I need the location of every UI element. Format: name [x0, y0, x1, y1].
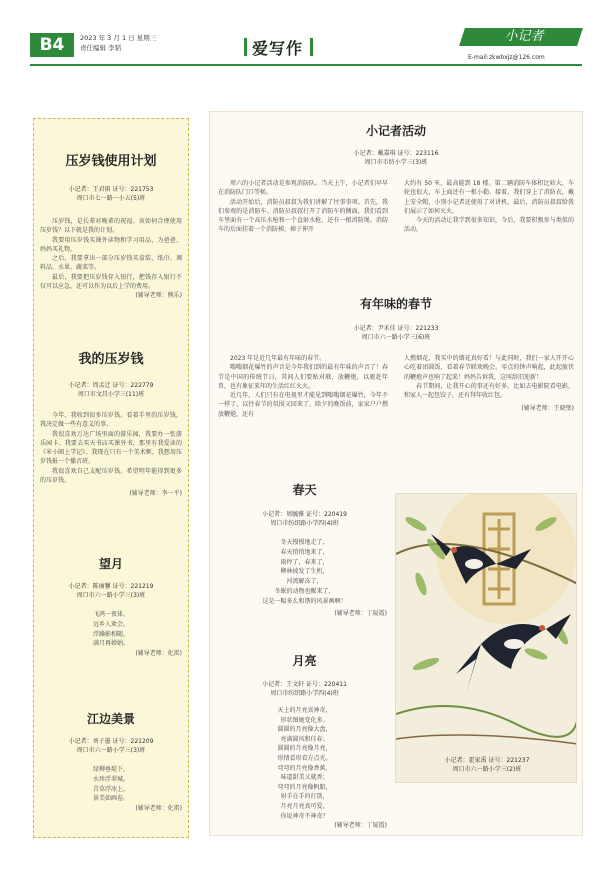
article-byline: 小记者：尹禾佳 证号：221233: [353, 325, 439, 332]
painting-school: 周口市六一路小学三(2)班: [452, 766, 522, 773]
article-title: 小记者活动: [365, 124, 426, 138]
article-paragraph: 我很喜欢自己支配压岁钱。希望明年能得到更多的压岁钱。: [40, 467, 182, 485]
page-number-badge: B4: [30, 33, 74, 57]
article-tutor: (辅导老师：李一平): [129, 490, 182, 498]
poem-line: 春天悄悄地来了，: [280, 548, 329, 556]
article-paragraph: 周六的小记者活动是参观消防队。当天上午，小记者们早早在消防队门口等候。: [218, 180, 388, 197]
article-paragraph: 我很喜欢万达广场里面的游乐园，我要办一张游乐园卡。我要去买天书店买课外书，那里有我爱读的《米小圈上学记》。我现在只有一个美术框，我想用压岁钱报一个播音班。: [40, 430, 182, 466]
article-school: 周口市七一路一小五(5)班: [76, 195, 146, 202]
article-tutor: (辅导老师：王晓璧): [521, 405, 574, 413]
article-columns: [218, 179, 574, 235]
poem-line: 雨停了，春来了，: [280, 558, 329, 566]
poem-line: 远乡人欢会。: [92, 620, 129, 628]
poem-tutor: (辅导老师：丁厦霞): [334, 822, 387, 830]
article-title: 我的压岁钱: [78, 352, 144, 367]
poem-tutor: (辅导老师：化雷): [135, 805, 182, 813]
article-column-right: [404, 179, 574, 235]
page-header: [0, 0, 600, 70]
article-column-right: [404, 354, 574, 419]
poem-title: 江边美景: [86, 712, 135, 726]
poem-line: 弯弯的月亮像帆船，: [277, 783, 332, 791]
article-school: 周口市文昌小学三(11)班: [77, 391, 145, 398]
poem-line: 射手在手的打箭，: [280, 793, 329, 801]
poem-line: 月亮月亮真可爱，: [280, 802, 329, 810]
header-editor: 责任编辑 李韬: [80, 44, 122, 52]
poem-line: 味道甜美又就香；: [280, 774, 329, 782]
poem-line: 形状图她变化多。: [280, 716, 329, 724]
poem-byline: 小记者：王文轩 证号：220411: [262, 681, 347, 688]
poem-line: 圆圆的月亮像月亮，: [277, 745, 332, 753]
article-school: 周口市市纺小学三(3)班: [364, 159, 428, 166]
article-paragraph: 大约有 50 米，最高能到 18 楼。第二辆消防车体积比较大，车轮也很大，车上面还有一根小勒。接着，我们穿上了消防衣，戴上安全帽，小别小记者还使用了对讲机。最后，消防员叔叔给我们展示了如何灭火。: [404, 180, 574, 215]
article-column-left: [218, 179, 388, 235]
header-meta: [80, 33, 156, 53]
article-paragraph: 之后，我要拿出一部分压岁钱买盒装、纸巾、调料品、水果、蔬菜等。: [40, 255, 182, 272]
poem-school: 周口市纺织路小学四(4)班: [270, 520, 339, 527]
poem-line: 亮满圆风和佳春；: [280, 735, 329, 743]
poem-line: 冬天慢慢地走了，: [280, 539, 329, 546]
poem-tutor: (辅导老师：化雷): [135, 650, 182, 658]
poem-school: 周口市六一路小学三(3)班: [76, 747, 146, 754]
poem-line: 飞鸿一夜体，: [92, 611, 129, 618]
article-paragraph: 嗡嗡烟花爆竹的声音是今年我们到的最有年味的声音了！春节是中国的传统节日，其间人们要贴对联、放鞭炮，以驱赶年兽，也有象征来年的生活红红火火。: [218, 364, 388, 390]
article-byline: 小记者：周孟迁 证号：222779: [68, 382, 154, 389]
article-paragraph: 今天的活动让我学到很多知识，今后，我要积极参与类似的活动。: [404, 217, 574, 234]
article-byline: 小记者：戴嘉琪 证号：223116: [353, 150, 439, 157]
article-lucky-money-plan: [40, 150, 182, 300]
article-paragraph: 压岁钱，是长辈对晚辈的祝福。该如何合理使用压岁钱？以下就是我的计划。: [40, 218, 182, 235]
poem-moon: [222, 652, 387, 830]
poem-line: 你说神奇不神奇？: [280, 812, 329, 820]
poem-byline: 小记者：陈丽馨 证号：221219: [68, 583, 154, 590]
poem-byline: 小记者：周毓雅 证号：220419: [262, 511, 347, 518]
article-title: 压岁钱使用计划: [65, 154, 157, 169]
poem-line: 水珍浮翠城。: [92, 775, 129, 783]
poem-moon-gazing: [40, 555, 182, 658]
article-reporter-activity: [218, 122, 574, 235]
header-rule: [30, 64, 582, 66]
article-spring-festival: [218, 295, 574, 419]
article-columns: [218, 354, 574, 419]
header-date: 2023 年 3 月 1 日 星期三: [80, 34, 157, 42]
poem-line: 弯弯的月亮像香蕉，: [277, 764, 332, 772]
painting-byline: 小记者：霍家禹 证号：221237: [444, 757, 530, 764]
poem-title: 月亮: [292, 654, 317, 668]
poem-school: 周口市六一路小学三(3)班: [76, 592, 146, 599]
poem-line: 柳林披发了生机，: [280, 568, 329, 576]
article-my-lucky-money: [40, 348, 182, 498]
painting-caption: [396, 756, 577, 774]
article-paragraph: 最后，我要把压岁钱存入银行，把钱存入银行不仅可以应急，还可以作为以后上学的费用。: [40, 273, 182, 291]
article-paragraph: 春节期间，让我开心的事还有好多，比如去电影院看电影，和家人一起包饺子，还有拜年收红包。: [404, 382, 574, 400]
poem-line: 圆圆的月亮像大盘，: [277, 726, 332, 734]
article-paragraph: 我要用压岁钱买课外读物和学习用品，为爸爸、妈妈买礼物。: [40, 236, 182, 253]
section-title: 爱写作: [252, 36, 303, 59]
article-column-left: [218, 354, 388, 419]
poem-line: 这是一幅多么和谐的风景画啊！: [262, 597, 347, 605]
article-tutor: (辅导老师：熊乐): [135, 292, 182, 300]
article-paragraph: 2023 年是近几年最有年味的春节。: [230, 355, 326, 362]
article-paragraph: 人燃烟花，我买中的烟花真好看！与此同时，我们一家人开开心心吃着团圆饭，看着春节联欢晚会。零点的钟声响起，此起彼伏的鞭炮声也响了起来！妈妈告诉我，这叫辞旧迎新！: [404, 355, 574, 381]
poem-title: 望月: [98, 557, 123, 571]
article-title: 有年味的春节: [359, 297, 432, 311]
poem-line: 河流解冻了，: [286, 578, 323, 586]
swallows-painting-image: [396, 494, 577, 783]
poem-spring: [222, 481, 387, 618]
article-school: 周口市六一路小学三(6)班: [361, 334, 431, 341]
poem-line: 浮躁影相随，: [92, 630, 129, 638]
poem-byline: 小记者：刘子墨 证号：221209: [68, 738, 154, 745]
contact-email: E-mail:zkwbxjz@126.com: [468, 54, 545, 61]
article-paragraph: 近几年，人们只有在电视里才能见到嗡嗡烟花爆竹，今年不一样了，以往春节的氛围又回来了。除夕的晚饭前，家家户户燃放鞭炮，还有: [218, 392, 388, 418]
poem-line: 景美如画卷。: [92, 795, 129, 803]
article-byline: 小记者：王君雨 证号：221753: [68, 186, 154, 193]
poem-school: 周口市纺织路小学四(4)班: [270, 690, 339, 697]
poem-line: 天上的月亮真神奇，: [277, 707, 332, 714]
poem-line: 青草浮冰上，: [92, 785, 129, 793]
poem-line: 形情看形看方点光。: [277, 754, 332, 762]
article-paragraph: 今年，我收到很多压岁钱。看着手里的压岁钱，我决定做一些有意义的事。: [40, 412, 182, 429]
poem-line: 绿柳垂堤下，: [92, 766, 129, 773]
painting-swallows: [395, 493, 577, 783]
poem-tutor: (辅导老师：丁厦霞): [334, 609, 387, 617]
poem-riverside: [40, 710, 182, 813]
section-banner-text: 小记者: [504, 29, 544, 44]
poem-line: 满月再婵娟。: [92, 640, 129, 648]
poem-title: 春天: [292, 483, 317, 497]
article-paragraph: 活动开始后，消防员叔叔为我们讲解了往事事项。首先，我们参观的是消防车。消防员叔叔打开了消防车的侧面，我们看到车里面有一个高压水枪和一个直射水枪，还有一根消防绳。消防车的后面挂着一个消防梯，梯子伸开: [218, 198, 388, 234]
poem-line: 冬眠的动物也醒来了，: [274, 587, 335, 595]
